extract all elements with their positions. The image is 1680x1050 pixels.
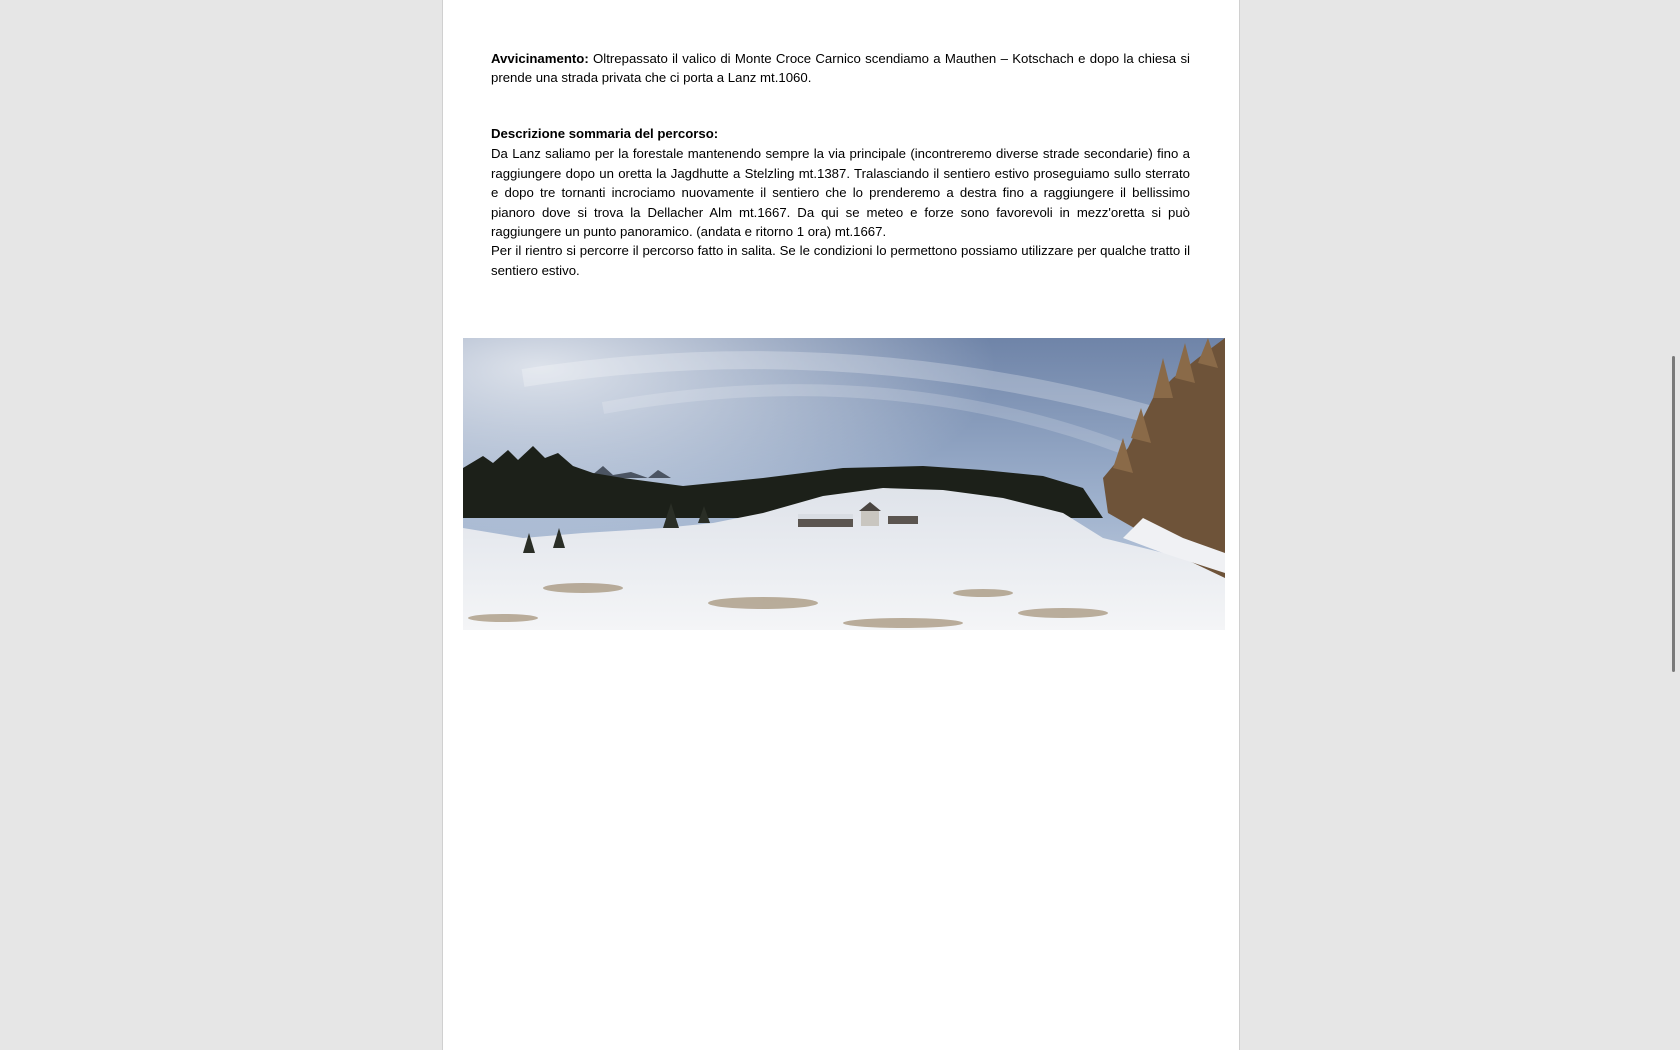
description-section: [491, 124, 1190, 280]
vertical-scrollbar[interactable]: [1668, 0, 1680, 1050]
approach-paragraph: [491, 49, 1190, 88]
description-heading: Descrizione sommaria del percorso:: [491, 126, 719, 141]
document-page[interactable]: [442, 0, 1240, 1050]
description-paragraph-1: Da Lanz saliamo per la forestale mantenendo sempre la via principale (incontreremo diverse strade secondarie) fino a raggiungere dopo un oretta la Jagdhutte a Stelzling mt.1387. Tralasciando il sentiero estivo proseguiamo sullo sterrato e dopo tre tornanti incrociamo nuovamente il sentiero che lo prenderemo a destra fino a raggiungere il bellissimo pianoro dove si trova la Dellacher Alm mt.1667. Da qui se meteo e forze sono favorevoli in mezz'oretta si può raggiungere un punto panoramico. (andata e ritorno 1 ora) mt.1667.: [491, 146, 1190, 240]
panorama-photo[interactable]: [463, 338, 1225, 630]
scrollbar-thumb[interactable]: [1672, 356, 1675, 672]
snowy-pasture-image: [463, 338, 1225, 630]
description-paragraph-2: Per il rientro si percorre il percorso fatto in salita. Se le condizioni lo permettono possiamo utilizzare per qualche tratto il sentiero estivo.: [491, 243, 1190, 278]
approach-label: Avvicinamento:: [491, 51, 589, 66]
approach-text: Oltrepassato il valico di Monte Croce Carnico scendiamo a Mauthen – Kotschach e dopo la chiesa si prende una strada privata che ci porta a Lanz mt.1060.: [491, 51, 1190, 86]
